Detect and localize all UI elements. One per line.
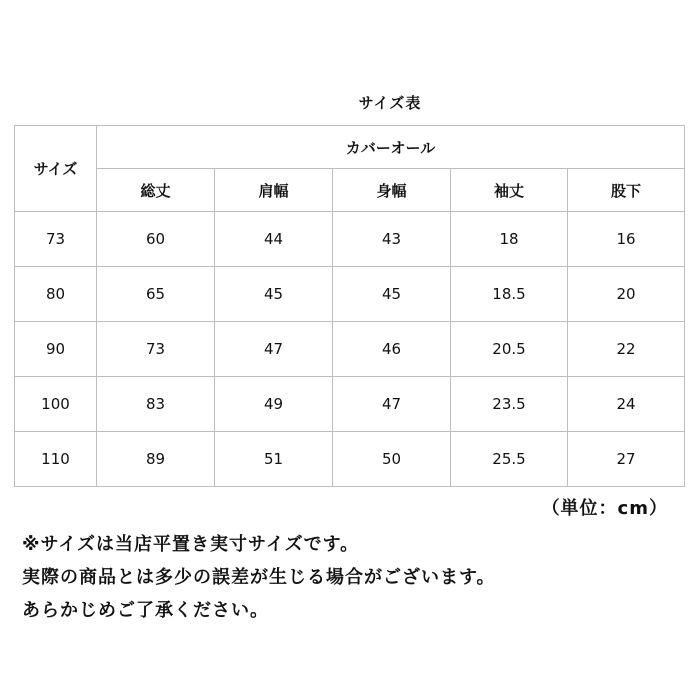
table-cell: 27 [568,432,685,487]
notes [22,528,496,627]
table-cell: 16 [568,212,685,267]
table-cell: 22 [568,322,685,377]
table-cell: 49 [215,377,333,432]
table-cell: 45 [333,267,451,322]
column-header: 股下 [568,169,685,212]
column-header: 総丈 [97,169,215,212]
table-cell: 24 [568,377,685,432]
table-cell: 83 [97,377,215,432]
size-cell: 90 [15,322,97,377]
table-cell: 45 [215,267,333,322]
column-header: 身幅 [333,169,451,212]
table-cell: 20.5 [451,322,568,377]
size-cell: 80 [15,267,97,322]
table-cell: 46 [333,322,451,377]
table-row [15,432,685,487]
table-cell: 50 [333,432,451,487]
table-cell: 23.5 [451,377,568,432]
table-cell: 18.5 [451,267,568,322]
header-row-group [15,126,685,169]
table-cell: 20 [568,267,685,322]
note-line: あらかじめご了承ください。 [22,600,269,621]
table-row [15,322,685,377]
table-cell: 89 [97,432,215,487]
table-cell: 51 [215,432,333,487]
size-table [14,125,685,487]
size-cell: 110 [15,432,97,487]
table-cell: 43 [333,212,451,267]
table-row [15,212,685,267]
table-cell: 73 [97,322,215,377]
group-header: カバーオール [97,126,685,169]
table-row [15,267,685,322]
table-cell: 47 [215,322,333,377]
table-cell: 47 [333,377,451,432]
table-cell: 44 [215,212,333,267]
table-title: サイズ表 [358,94,422,112]
table-cell: 65 [97,267,215,322]
note-line: 実際の商品とは多少の誤差が生じる場合がございます。 [22,567,496,588]
table-cell: 60 [97,212,215,267]
table-row [15,377,685,432]
column-header: 袖丈 [451,169,568,212]
note-line: ※サイズは当店平置き実寸サイズです。 [22,534,360,555]
column-header: 肩幅 [215,169,333,212]
size-cell: 100 [15,377,97,432]
size-cell: 73 [15,212,97,267]
size-header: サイズ [15,126,97,212]
header-row-columns [15,169,685,212]
unit-note: （単位：cm） [541,498,668,519]
table-cell: 18 [451,212,568,267]
table-cell: 25.5 [451,432,568,487]
